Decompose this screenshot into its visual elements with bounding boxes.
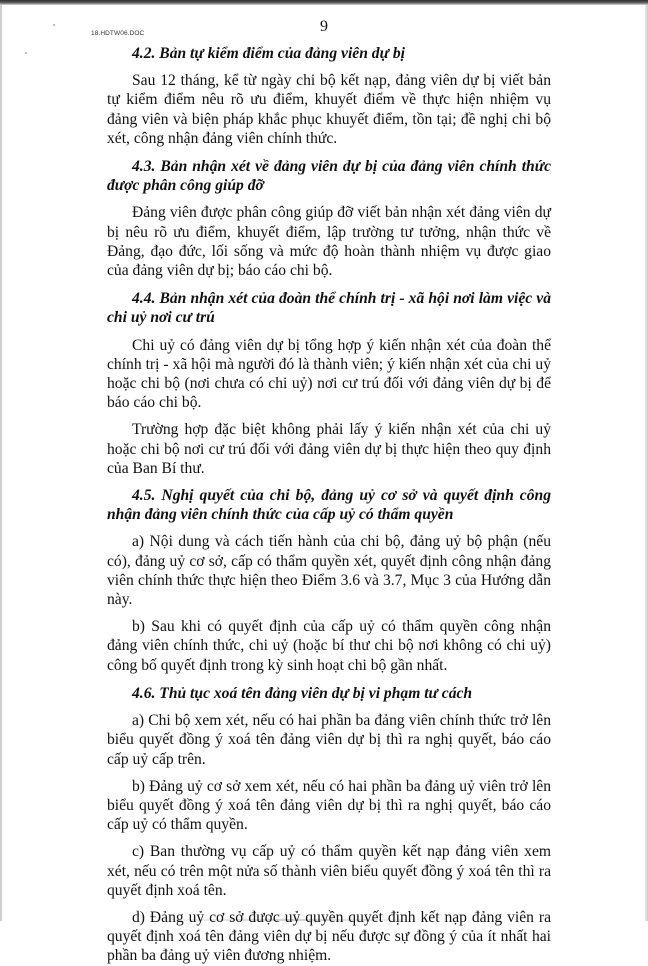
section-heading: 4.4. Bản nhận xét của đoàn thể chính trị - xã hội nơi làm việc và chi uỷ nơi cư trú (107, 290, 551, 327)
section-heading: 4.2. Bản tự kiểm điểm của đảng viên dự bị (132, 45, 405, 62)
section-4-2 (107, 44, 551, 148)
paragraph: Trường hợp đặc biệt không phải lấy ý kiến nhận xét của chi uỷ hoặc chi bộ nơi cư trú đối với đảng viên dự bị thực hiện theo quy định của Ban Bí thư. (107, 421, 551, 477)
document-body (107, 44, 551, 966)
paragraph: Chi uỷ có đảng viên dự bị tổng hợp ý kiến nhận xét của đoàn thể chính trị - xã hội mà người đó là thành viên; ý kiến nhận xét của chi uỷ hoặc chi bộ (nơi chưa có chi uỷ) nơi cư trú đối với đảng viên dự bị để báo cáo chi bộ. (107, 336, 551, 412)
paragraph: Đảng viên được phân công giúp đỡ viết bản nhận xét đảng viên dự bị nêu rõ ưu điểm, khuyết điểm, lập trường tư tưởng, nhận thức về Đảng, đạo đức, lối sống và mức độ hoàn thành nhiệm vụ được giao của đảng viên dự bị; báo cáo chi bộ. (107, 204, 551, 280)
paragraph: a) Nội dung và cách tiến hành của chi bộ, đảng uỷ bộ phận (nếu có), đảng uỷ cơ sở, cấp có thẩm quyền xét, quyết định công nhận đảng viên chính thức thực hiện theo Điểm 3.6 và 3.7, Mục 3 của Hướng dẫn này. (107, 533, 551, 609)
scan-edge-top (0, 0, 648, 5)
scan-edge-left (0, 5, 2, 921)
paragraph: d) Đảng uỷ cơ sở được uỷ quyền quyết định kết nạp đảng viên ra quyết định xoá tên đảng viên dự bị nếu được sự đồng ý của ít nhất hai phần ba đảng uỷ viên đương nhiệm. (107, 908, 551, 965)
section-4-4 (107, 289, 551, 478)
paragraph: Sau 12 tháng, kể từ ngày chi bộ kết nạp, đảng viên dự bị viết bản tự kiểm điểm nêu rõ ưu điểm, khuyết điểm về thực hiện nhiệm vụ đảng viên và biện pháp khắc phục khuyết điểm, tồn tại; đề nghị chi bộ xét, công nhận đảng viên chính thức. (107, 72, 551, 147)
section-4-3 (107, 157, 551, 280)
paragraph: a) Chi bộ xem xét, nếu có hai phần ba đảng viên chính thức trở lên biểu quyết đồng ý xoá tên đảng viên dự bị thì ra nghị quyết, báo cáo cấp uỷ cấp trên. (107, 712, 551, 768)
section-heading: 4.3. Bản nhận xét về đảng viên dự bị của đảng viên chính thức được phân công giúp đỡ (107, 158, 551, 195)
scan-speck (25, 52, 27, 54)
section-4-6 (107, 684, 551, 966)
page-number: 9 (320, 18, 328, 35)
paragraph: b) Sau khi có quyết định của cấp uỷ có thẩm quyền công nhận đảng viên chính thức, chi uỷ (hoặc bí thư chi bộ nơi không có chi uỷ) công bố quyết định trong kỳ sinh hoạt chi bộ gần nhất. (107, 618, 551, 674)
paragraph: b) Đảng uỷ cơ sở xem xét, nếu có hai phần ba đảng uỷ viên trở lên biểu quyết đồng ý xoá tên đảng viên dự bị thì ra nghị quyết, báo cáo cấp uỷ có thẩm quyền. (107, 777, 551, 834)
section-4-5 (107, 486, 551, 675)
document-reference: 18.HDTW06.DOC (91, 30, 145, 37)
section-heading: 4.5. Nghị quyết của chi bộ, đảng uỷ cơ sở và quyết định công nhận đảng viên chính thức của cấp uỷ có thẩm quyền (107, 487, 551, 524)
paragraph: c) Ban thường vụ cấp uỷ có thẩm quyền kết nạp đảng viên xem xét, nếu có trên một nửa số thành viên biểu quyết đồng ý xoá tên thì ra quyết định xoá tên. (107, 843, 551, 899)
section-heading: 4.6. Thủ tục xoá tên đảng viên dự bị vi phạm tư cách (132, 684, 473, 702)
